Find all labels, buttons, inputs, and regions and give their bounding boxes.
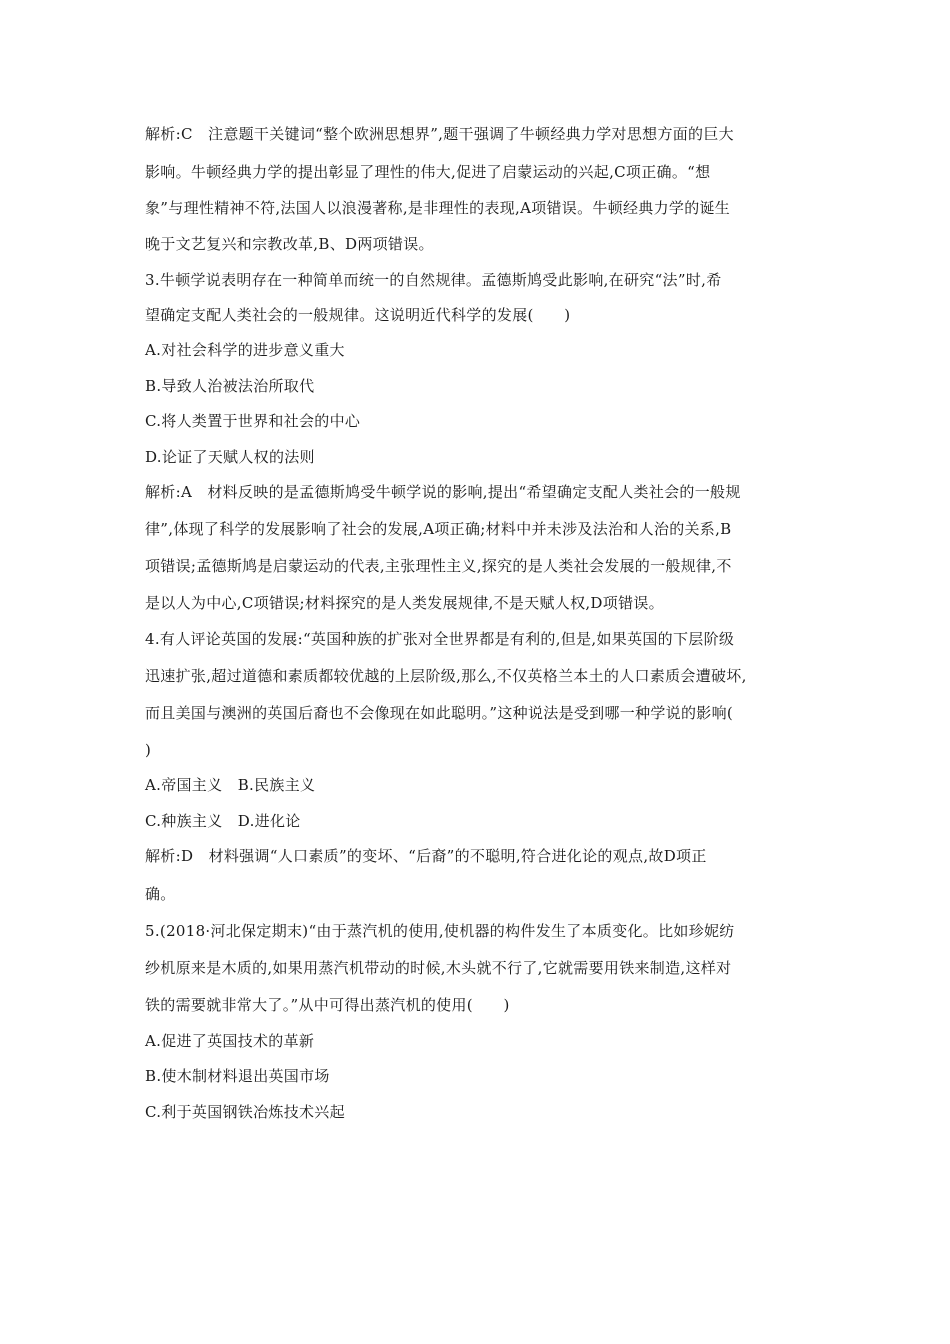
analysis-q2-line-4: 晚于文艺复兴和宗教改革,B、D两项错误。 <box>145 235 434 253</box>
question-3-option-b: B.导致人治被法治所取代 <box>145 377 315 395</box>
question-5-stem-line-2: 纱机原来是木质的,如果用蒸汽机带动的时候,木头就不行了,它就需要用铁来制造,这样对 <box>145 959 732 977</box>
question-4-stem-line-2: 迅速扩张,超过道德和素质都较优越的上层阶级,那么,不仅英格兰本土的人口素质会遭破坏, <box>145 667 747 685</box>
question-3-option-d: D.论证了天赋人权的法则 <box>145 448 315 466</box>
question-4-stem-line-3: 而且美国与澳洲的英国后裔也不会像现在如此聪明。”这种说法是受到哪一种学说的影响( <box>145 704 734 722</box>
question-3-option-c: C.将人类置于世界和社会的中心 <box>145 412 361 430</box>
analysis-q4-line-2: 确。 <box>145 885 176 903</box>
question-5-stem-line-3: 铁的需要就非常大了。”从中可得出蒸汽机的使用( ) <box>145 996 510 1014</box>
analysis-q2-line-1: 解析:C 注意题干关键词“整个欧洲思想界”,题干强调了牛顿经典力学对思想方面的巨大 <box>145 125 734 143</box>
question-4-stem-line-4: ) <box>145 741 152 759</box>
question-3-option-a: A.对社会科学的进步意义重大 <box>145 341 345 359</box>
analysis-q3-line-1: 解析:A 材料反映的是孟德斯鸠受牛顿学说的影响,提出“希望确定支配人类社会的一般规 <box>145 483 741 501</box>
analysis-q3-line-2: 律”,体现了科学的发展影响了社会的发展,A项正确;材料中并未涉及法治和人治的关系,B <box>145 520 732 538</box>
question-5-option-c: C.利于英国钢铁冶炼技术兴起 <box>145 1103 345 1121</box>
analysis-q4-line-1: 解析:D 材料强调“人口素质”的变坏、“后裔”的不聪明,符合进化论的观点,故D项正 <box>145 847 707 865</box>
question-3-stem-line-2: 望确定支配人类社会的一般规律。这说明近代科学的发展( ) <box>145 306 571 324</box>
analysis-q2-line-2: 影响。牛顿经典力学的提出彰显了理性的伟大,促进了启蒙运动的兴起,C项正确。“想 <box>145 163 711 181</box>
question-4-options-ab: A.帝国主义 B.民族主义 <box>145 776 316 794</box>
question-4-stem-line-1: 4.有人评论英国的发展:“英国种族的扩张对全世界都是有利的,但是,如果英国的下层阶级 <box>145 630 735 648</box>
question-4-options-cd: C.种族主义 D.进化论 <box>145 812 301 830</box>
analysis-q3-line-4: 是以人为中心,C项错误;材料探究的是人类发展规律,不是天赋人权,D项错误。 <box>145 594 664 612</box>
question-5-option-b: B.使木制材料退出英国市场 <box>145 1067 330 1085</box>
question-5-stem-line-1: 5.(2018·河北保定期末)“由于蒸汽机的使用,使机器的构件发生了本质变化。比如珍妮纺 <box>145 922 735 940</box>
question-3-stem-line-1: 3.牛顿学说表明存在一种简单而统一的自然规律。孟德斯鸠受此影响,在研究“法”时,希 <box>145 271 722 289</box>
analysis-q3-line-3: 项错误;孟德斯鸠是启蒙运动的代表,主张理性主义,探究的是人类社会发展的一般规律,不 <box>145 557 732 575</box>
analysis-q2-line-3: 象”与理性精神不符,法国人以浪漫著称,是非理性的表现,A项错误。牛顿经典力学的诞生 <box>145 199 731 217</box>
question-5-option-a: A.促进了英国技术的革新 <box>145 1032 315 1050</box>
